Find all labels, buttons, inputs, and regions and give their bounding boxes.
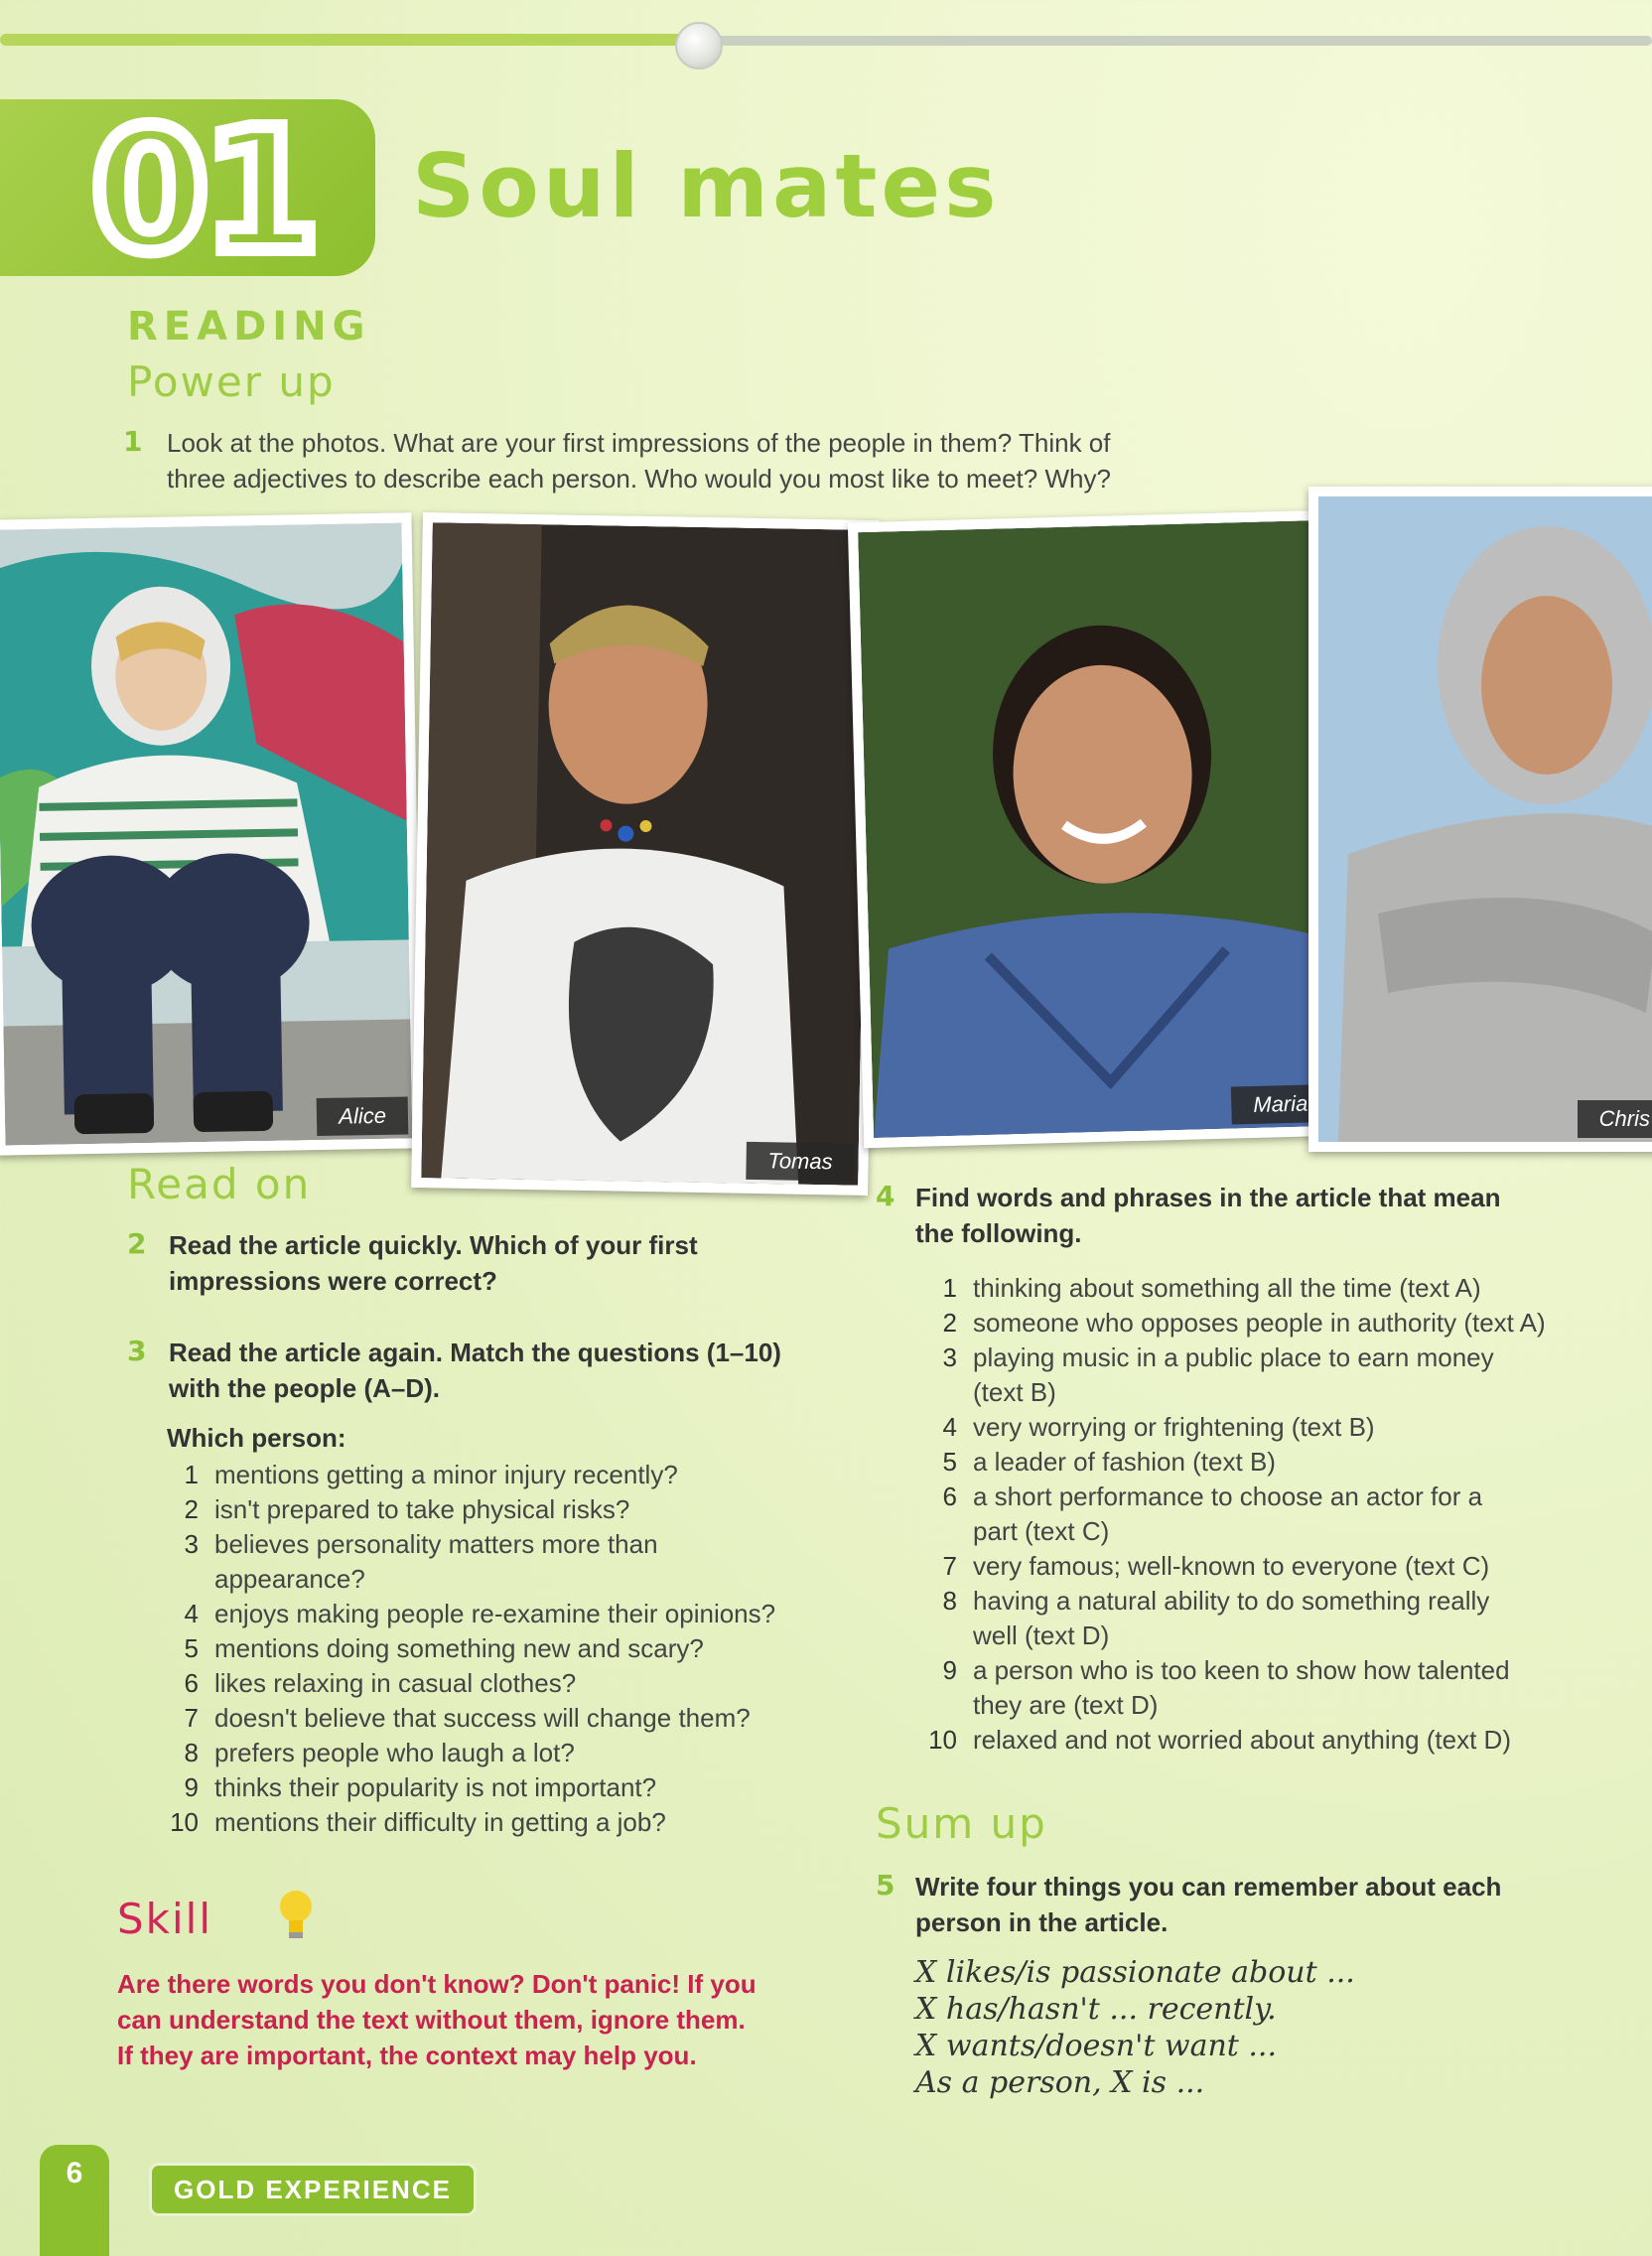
- list-item: 3 believes personality matters more than: [184, 1529, 658, 1559]
- top-rail: [0, 28, 1652, 52]
- photo-caption-maria: Maria: [1231, 1084, 1330, 1125]
- exercise-2-number: 2: [127, 1227, 147, 1260]
- exercise-4-line-1: Find words and phrases in the article that mean: [915, 1183, 1501, 1212]
- exercise-2-line-1: Read the article quickly. Which of your first: [169, 1230, 698, 1260]
- sum-up-prompt: X wants/doesn't want ...: [915, 2029, 1277, 2063]
- list-item: 7 very famous; well-known to everyone (text C): [942, 1551, 1490, 1581]
- photo-caption-chris: Chris: [1578, 1100, 1652, 1138]
- rail-grey: [695, 36, 1652, 46]
- unit-title: Soul mates: [412, 135, 1001, 237]
- definitions-list: [917, 1271, 1612, 1758]
- sum-up-prompt: X has/hasn't ... recently.: [915, 1992, 1277, 2027]
- list-item: 9 a person who is too keen to show how talented: [942, 1655, 1510, 1685]
- exercise-5-number: 5: [876, 1869, 895, 1902]
- exercise-5-line-2: person in the article.: [915, 1907, 1169, 1937]
- list-item: 8 having a natural ability to do something really: [942, 1586, 1490, 1616]
- skill-heading: Skill: [117, 1895, 212, 1943]
- exercise-1-number: 1: [123, 425, 143, 458]
- exercise-1-line-1: Look at the photos. What are your first impressions of the people in them? Think of: [167, 428, 1111, 458]
- list-item: appearance?: [214, 1564, 365, 1594]
- photo-strip: [0, 487, 1652, 1175]
- list-item: 4 enjoys making people re-examine their opinions?: [184, 1599, 776, 1628]
- list-item: 2 someone who opposes people in authority (text A): [942, 1308, 1546, 1338]
- list-item: 2 isn't prepared to take physical risks?: [184, 1494, 630, 1524]
- sum-up-prompt: X likes/is passionate about ...: [915, 1955, 1355, 1990]
- photo-chris: [1308, 487, 1652, 1152]
- exercise-4-number: 4: [876, 1180, 895, 1212]
- read-on-heading: Read on: [127, 1160, 312, 1208]
- which-person-label: Which person:: [167, 1423, 346, 1453]
- questions-list: [159, 1458, 854, 1840]
- exercise-3-line-1: Read the article again. Match the questions (1–10): [169, 1338, 781, 1367]
- exercise-1-line-2: three adjectives to describe each person. Who would you most like to meet? Why?: [167, 464, 1111, 494]
- photo-maria: [848, 510, 1344, 1148]
- power-up-heading: Power up: [127, 357, 336, 406]
- list-item: 1 thinking about something all the time (text A): [942, 1273, 1481, 1303]
- photo-caption-alice: Alice: [317, 1096, 408, 1136]
- list-item: 4 very worrying or frightening (text B): [942, 1412, 1375, 1442]
- list-item: 8 prefers people who laugh a lot?: [184, 1738, 575, 1767]
- list-item: part (text C): [973, 1516, 1110, 1546]
- list-item: 9 thinks their popularity is not important?: [184, 1772, 657, 1802]
- list-item: 10 mentions their difficulty in getting a job?: [170, 1807, 666, 1837]
- exercise-3-line-2: with the people (A–D).: [169, 1373, 440, 1403]
- photo-caption-tomas: Tomas: [746, 1142, 855, 1182]
- list-item: 10 relaxed and not worried about anything (text D): [928, 1725, 1511, 1755]
- list-item: (text B): [973, 1377, 1056, 1407]
- exercise-3-number: 3: [127, 1335, 147, 1367]
- skill-text: Are there words you don't know? Don't panic! If you can understand the text without them, ignore them. If they are important, the context may help you.: [117, 1969, 757, 2070]
- photo-tomas-image: [421, 522, 869, 1186]
- exercise-2-line-2: impressions were correct?: [169, 1266, 497, 1296]
- list-item: 5 a leader of fashion (text B): [942, 1447, 1276, 1477]
- sum-up-prompt: As a person, X is ...: [915, 2065, 1205, 2100]
- photo-tomas: [411, 512, 880, 1196]
- unit-number: 01: [91, 93, 315, 290]
- photo-maria-image: [858, 520, 1334, 1138]
- rail-knob-icon: [675, 22, 723, 70]
- exercise-5-line-1: Write four things you can remember about each: [915, 1872, 1502, 1902]
- list-item: 7 doesn't believe that success will change them?: [184, 1703, 751, 1733]
- lightbulb-icon: [278, 1889, 314, 1944]
- sum-up-prompts: [915, 1954, 1355, 2101]
- list-item: 5 mentions doing something new and scary?: [184, 1633, 704, 1663]
- list-item: 6 a short performance to choose an actor for a: [942, 1481, 1483, 1511]
- brand-badge: GOLD EXPERIENCE: [149, 2163, 477, 2216]
- list-item: 6 likes relaxing in casual clothes?: [184, 1668, 577, 1698]
- section-heading: READING: [127, 304, 371, 350]
- list-item: well (text D): [973, 1621, 1110, 1650]
- list-item: 3 playing music in a public place to earn money: [942, 1342, 1494, 1372]
- photo-alice: [0, 512, 423, 1155]
- list-item: they are (text D): [973, 1690, 1159, 1720]
- photo-alice-image: [0, 522, 412, 1145]
- photo-chris-image: [1318, 496, 1652, 1142]
- rail-green: [0, 34, 695, 46]
- list-item: 1 mentions getting a minor injury recently?: [184, 1460, 678, 1489]
- page-number: 6: [66, 2157, 83, 2189]
- exercise-4-line-2: the following.: [915, 1218, 1082, 1248]
- sum-up-heading: Sum up: [876, 1799, 1047, 1848]
